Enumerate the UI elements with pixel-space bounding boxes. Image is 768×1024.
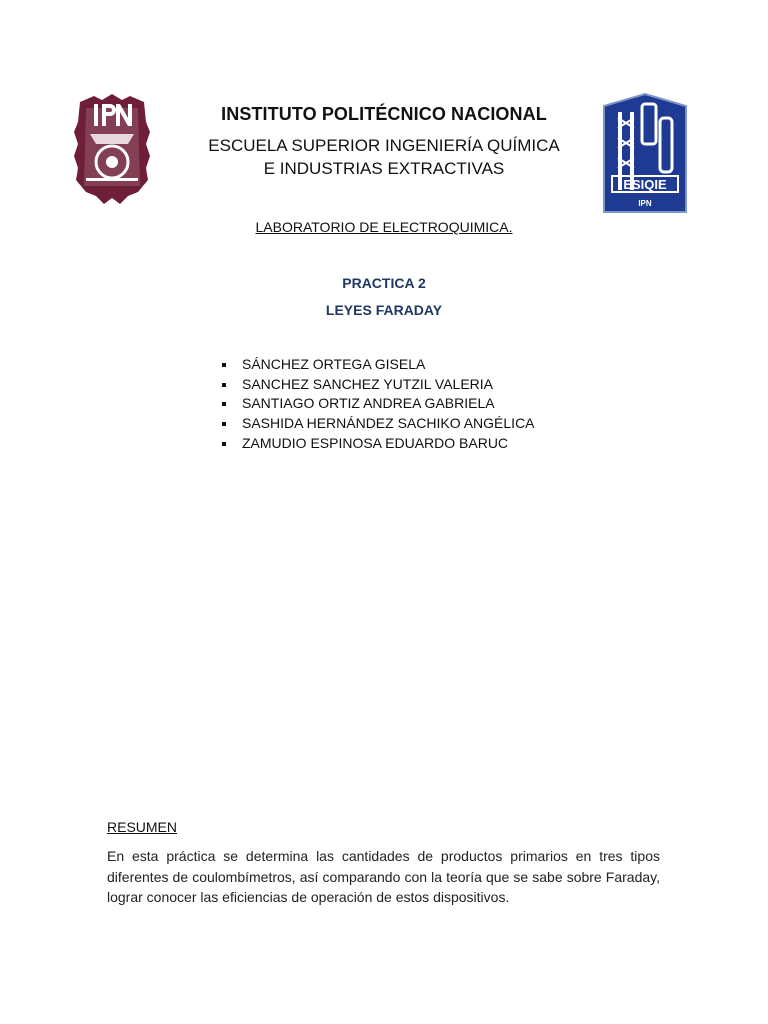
members-list bbox=[222, 355, 535, 453]
list-item bbox=[222, 375, 535, 395]
list-item bbox=[222, 394, 535, 414]
member-name: SÁNCHEZ ORTEGA GISELA bbox=[242, 356, 426, 372]
member-name: SANTIAGO ORTIZ ANDREA GABRIELA bbox=[242, 395, 495, 412]
member-name: ZAMUDIO ESPINOSA EDUARDO BARUC bbox=[242, 434, 509, 451]
bullet-icon bbox=[222, 363, 226, 367]
practice-number: PRACTICA 2 bbox=[342, 275, 426, 291]
bullet-icon bbox=[222, 422, 226, 426]
bullet-icon bbox=[222, 442, 226, 446]
lab-name: LABORATORIO DE ELECTROQUIMICA. bbox=[255, 219, 513, 235]
member-name: SANCHEZ SANCHEZ YUTZIL VALERIA bbox=[242, 375, 494, 392]
list-item bbox=[222, 414, 535, 434]
school-name-line2: E INDUSTRIAS EXTRACTIVAS bbox=[263, 159, 505, 178]
list-item bbox=[222, 355, 535, 375]
summary-heading: RESUMEN bbox=[107, 819, 178, 835]
school-name-line1: ESCUELA SUPERIOR INGENIERÍA QUÍMICA bbox=[208, 136, 560, 155]
summary-text: En esta práctica se determina las cantidades de productos primarios en tres tipos diferentes de coulombímetros, así comparando con la teoría que se sabe sobre Faraday, lograr conocer las eficiencias de operación de estos dispositivos. bbox=[107, 848, 660, 905]
svg-text:IPN: IPN bbox=[638, 199, 652, 208]
svg-text:ESIQIE: ESIQIE bbox=[623, 177, 667, 192]
institution-title: INSTITUTO POLITÉCNICO NACIONAL bbox=[221, 104, 547, 124]
practice-title: LEYES FARADAY bbox=[325, 302, 443, 318]
list-item bbox=[222, 434, 535, 454]
bullet-icon bbox=[222, 402, 226, 406]
bullet-icon bbox=[222, 383, 226, 387]
member-name: SASHIDA HERNÁNDEZ SACHIKO ANGÉLICA bbox=[242, 415, 535, 432]
